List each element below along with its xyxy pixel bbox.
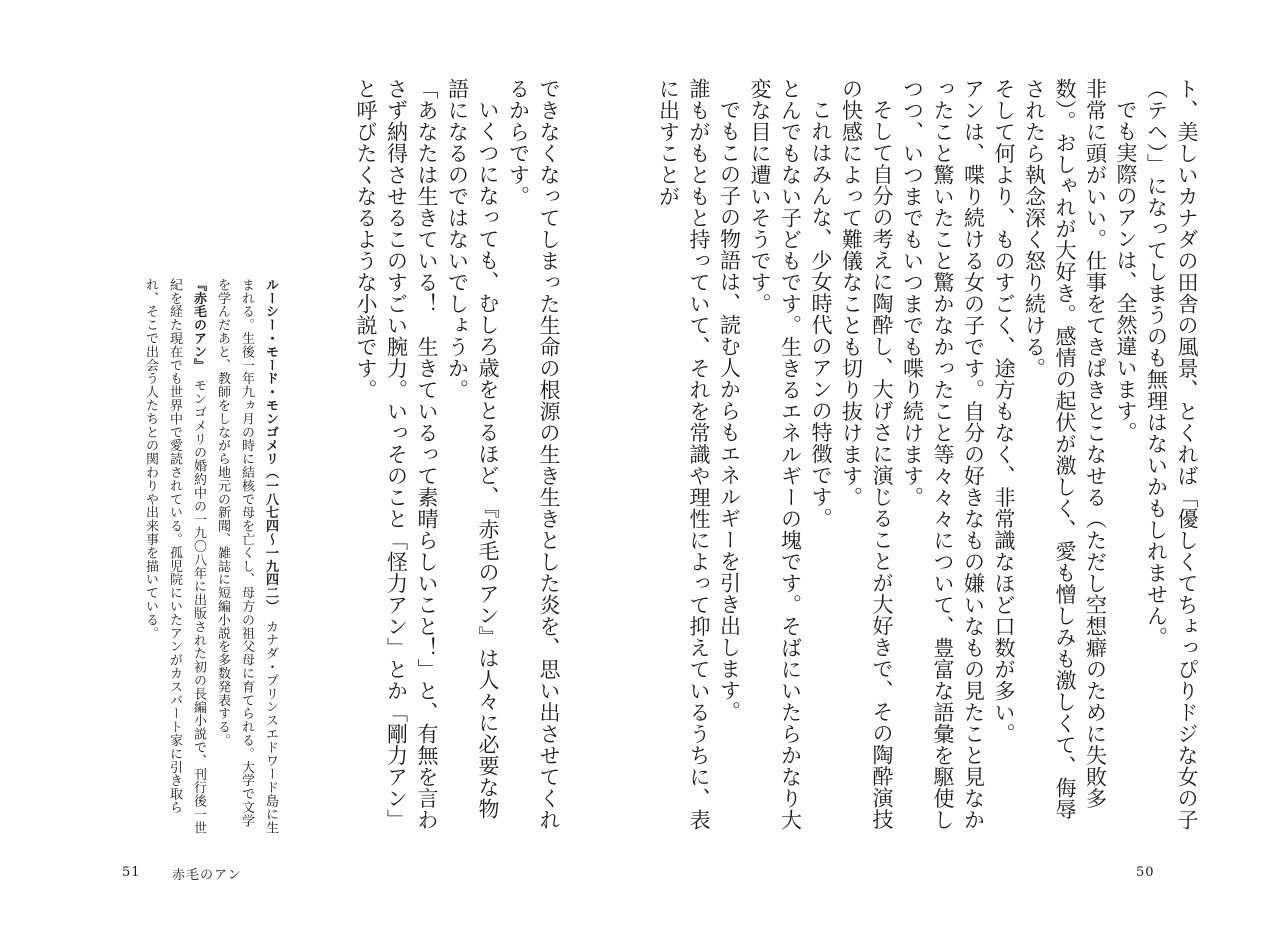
page-number-right: 50 <box>1136 865 1155 880</box>
note-book <box>138 278 210 838</box>
note-body: モンゴメリの婚約中の一九〇八年に出版された初の長編小説で、刊行後一世紀を経た現在でも世界中で愛読されている。孤児院にいたアンがカスバート家に引き取られ、そこで出会う人たちとの関わりや出来事を描いている。 <box>143 278 206 835</box>
note-body: カナダ・プリンスエドワード島に生まれる。生後一年九ヵ月の時に結核で母を亡くし、母方の祖父母に育てられる。大学で文学を学んだあと、教師をしながら地元の新聞、雑誌に短編小説を多数発表する。 <box>215 278 278 835</box>
paragraph: でも実際のアンは、全然違います。 <box>1114 99 1138 443</box>
footnotes <box>128 278 282 838</box>
running-head: 赤毛のアン <box>172 868 242 883</box>
page-number-left: 51 <box>122 865 141 880</box>
paragraph: ト、美しいカナダの田舎の風景、とくれば「優しくてちょっぴりドジな女の子（テヘ）」になってしまうのも無理はないかもしれません。 <box>1144 78 1199 831</box>
paragraph: 誰もがもともと持っていて、それを常識や理性によって抑えているうちに、表に出すことが <box>656 78 711 831</box>
paragraph: でもこの子の物語は、読む人からもエネルギーを引き出します。 <box>717 99 742 723</box>
note-heading: 『赤毛のアン』 <box>191 278 206 366</box>
paragraph: そして自分の考えに陶酔し、大げさに演じることが大好きで、その陶酔演技の快感によって難儀なことも切り抜けます。 <box>839 78 894 830</box>
paragraph: アンは、喋り続ける女の子です。自分の好きなもの嫌いなもの見たこと見なかったこと驚いたこと驚かなかったこと等々々々について、豊富な語彙を駆使しつつ、いつまでもいつまでも喋り続けます。 <box>900 78 986 831</box>
paragraph: これはみんな、少女時代のアンの特徴です。 <box>809 99 833 529</box>
note-author <box>210 278 282 838</box>
right-page-text <box>653 78 1202 838</box>
paragraph: いくつになっても、むしろ歳をとるほど、『赤毛のアン』は人々に必要な物語になるのではないでしょうか。 <box>445 78 500 820</box>
paragraph: そして何より、ものすごく、途方もなく、非常識なほど口数が多い。 <box>992 78 1016 745</box>
note-heading: ルーシー・モード・モンゴメリ（一八七四〜一九四二） <box>263 278 278 607</box>
paragraph: とんでもない子どもです。生きるエネルギーの塊です。そばにいたらかなり大変な目に遭いそうです。 <box>748 78 803 831</box>
paragraph: できなくなってしまった生命の根源の生き生きとした炎を、思い出させてくれるからです。 <box>506 78 561 831</box>
paragraph: 非常に頭がいい。仕事をてきぱきとこなせる（ただし空想癖のために失敗多数）。おしゃれが大好き。感情の起伏が激しく、愛も憎しみも激しくて、侮辱されたら執念深く怒り続ける。 <box>1022 78 1108 820</box>
left-page-text <box>351 78 565 838</box>
paragraph: 「あなたは生きている！ 生きているって素晴らしいこと！」と、有無を言わさず納得させるこのすごい腕力。いっそのこと「怪力アン」とか「剛力アン」と呼びたくなるような小説です。 <box>354 78 439 831</box>
